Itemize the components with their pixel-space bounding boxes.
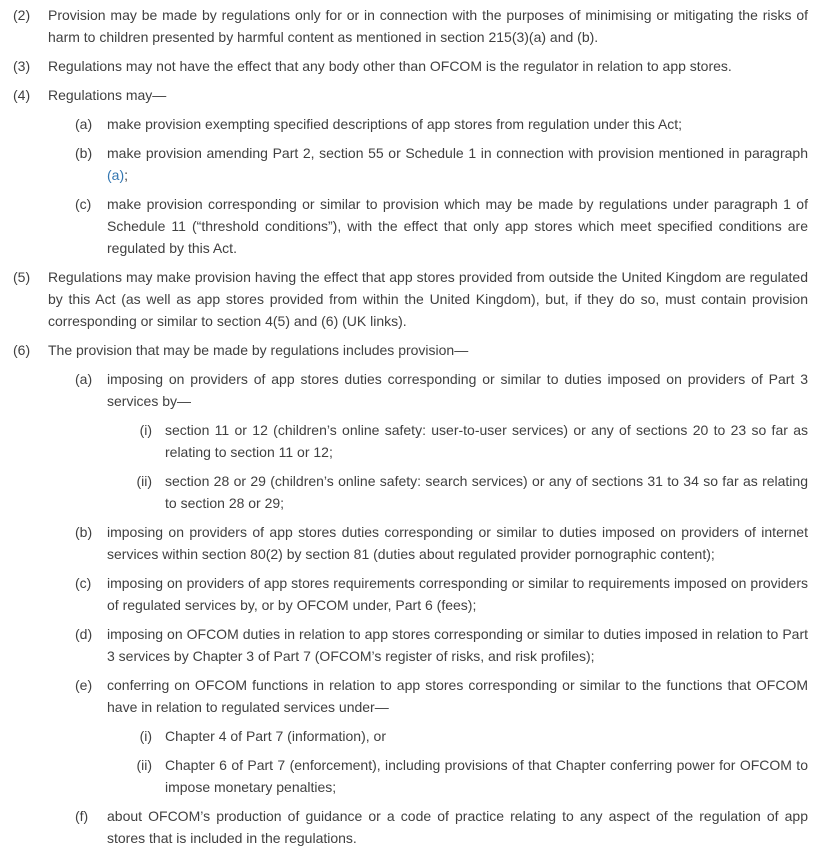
paragraph-letter: (d)	[75, 626, 93, 642]
subsection-number: (4)	[13, 87, 31, 103]
paragraph-4c	[13, 193, 808, 259]
subsection-5	[13, 266, 808, 332]
paragraph-4a	[13, 113, 808, 135]
paragraph-letter: (b)	[75, 524, 93, 540]
paragraph-6f	[13, 805, 808, 849]
paragraph-text: make provision exempting specified descriptions of app stores from regulation under this Act;	[107, 116, 683, 132]
paragraph-text: conferring on OFCOM functions in relation to app stores corresponding or similar to the functions that OFCOM have in relation to regulated services under—	[107, 677, 808, 715]
paragraph-text: imposing on providers of app stores duties corresponding or similar to duties imposed on providers of Part 3 services by—	[107, 371, 808, 409]
sub-paragraph-numeral: (ii)	[136, 473, 152, 489]
paragraph-text: imposing on OFCOM duties in relation to app stores corresponding or similar to duties imposed in relation to Part 3 services by Chapter 3 of Part 7 (OFCOM’s register of risks, and risk profiles);	[107, 626, 808, 664]
subsection-number: (2)	[13, 7, 31, 23]
subsection-text: Provision may be made by regulations only for or in connection with the purposes of minimising or mitigating the risks of harm to children presented by harmful content as mentioned in section 215(3)(a) and (b).	[48, 7, 808, 45]
paragraph-6c	[13, 572, 808, 616]
subsection-text: Regulations may make provision having the effect that app stores provided from outside the United Kingdom are regulated by this Act (as well as app stores provided from within the United Kingdom), but, if they do so, must contain provision corresponding or similar to section 4(5) and (6) (UK links).	[48, 269, 808, 329]
sub-paragraph-6e-i	[13, 725, 808, 747]
subsection-2	[13, 4, 808, 48]
subsection-text: The provision that may be made by regulations includes provision—	[48, 342, 469, 358]
paragraph-6e	[13, 674, 808, 718]
paragraph-letter: (c)	[75, 575, 92, 591]
paragraph-text: about OFCOM’s production of guidance or a code of practice relating to any aspect of the regulation of app stores that is included in the regulations.	[107, 808, 808, 846]
subsection-text: Regulations may not have the effect that any body other than OFCOM is the regulator in relation to app stores.	[48, 58, 732, 74]
paragraph-letter: (b)	[75, 145, 93, 161]
paragraph-6a	[13, 368, 808, 412]
sub-paragraph-6a-ii	[13, 470, 808, 514]
sub-paragraph-numeral: (i)	[139, 728, 152, 744]
paragraph-4b	[13, 142, 808, 186]
paragraph-letter: (e)	[75, 677, 93, 693]
subsection-4	[13, 84, 808, 106]
paragraph-text	[107, 142, 808, 186]
paragraph-letter: (a)	[75, 116, 93, 132]
paragraph-text-after-link: ;	[124, 167, 129, 183]
paragraph-letter: (f)	[75, 808, 89, 824]
subsection-number: (6)	[13, 342, 31, 358]
sub-paragraph-6a-i	[13, 419, 808, 463]
sub-paragraph-numeral: (ii)	[136, 757, 152, 773]
paragraph-text: make provision corresponding or similar to provision which may be made by regulations under paragraph 1 of Schedule 11 (“threshold conditions”), with the effect that only app stores which meet specified conditions are regulated by this Act.	[107, 196, 808, 256]
sub-paragraph-text: section 28 or 29 (children’s online safety: search services) or any of sections 31 to 34 so far as relating to section 28 or 29;	[165, 473, 808, 511]
subsection-6	[13, 339, 808, 361]
subsection-number: (3)	[13, 58, 31, 74]
paragraph-6d	[13, 623, 808, 667]
subsection-number: (5)	[13, 269, 31, 285]
sub-paragraph-6e-ii	[13, 754, 808, 798]
sub-paragraph-text: Chapter 4 of Part 7 (information), or	[165, 728, 386, 744]
subsection-text: Regulations may—	[48, 87, 167, 103]
paragraph-letter: (c)	[75, 196, 92, 212]
paragraph-6b	[13, 521, 808, 565]
paragraph-text: imposing on providers of app stores duties corresponding or similar to duties imposed on providers of internet services within section 80(2) by section 81 (duties about regulated provider pornographic content);	[107, 524, 808, 562]
paragraph-a-link[interactable]: (a)	[107, 167, 125, 183]
paragraph-text-before-link: make provision amending Part 2, section 55 or Schedule 1 in connection with provision mentioned in paragraph	[107, 145, 808, 161]
paragraph-letter: (a)	[75, 371, 93, 387]
sub-paragraph-text: section 11 or 12 (children’s online safety: user-to-user services) or any of sections 20 to 23 so far as relating to section 11 or 12;	[165, 422, 808, 460]
paragraph-text: imposing on providers of app stores requirements corresponding or similar to requirements imposed on providers of regulated services by, or by OFCOM under, Part 6 (fees);	[107, 575, 808, 613]
sub-paragraph-numeral: (i)	[139, 422, 152, 438]
subsection-3	[13, 55, 808, 77]
sub-paragraph-text: Chapter 6 of Part 7 (enforcement), including provisions of that Chapter conferring power for OFCOM to impose monetary penalties;	[165, 757, 808, 795]
